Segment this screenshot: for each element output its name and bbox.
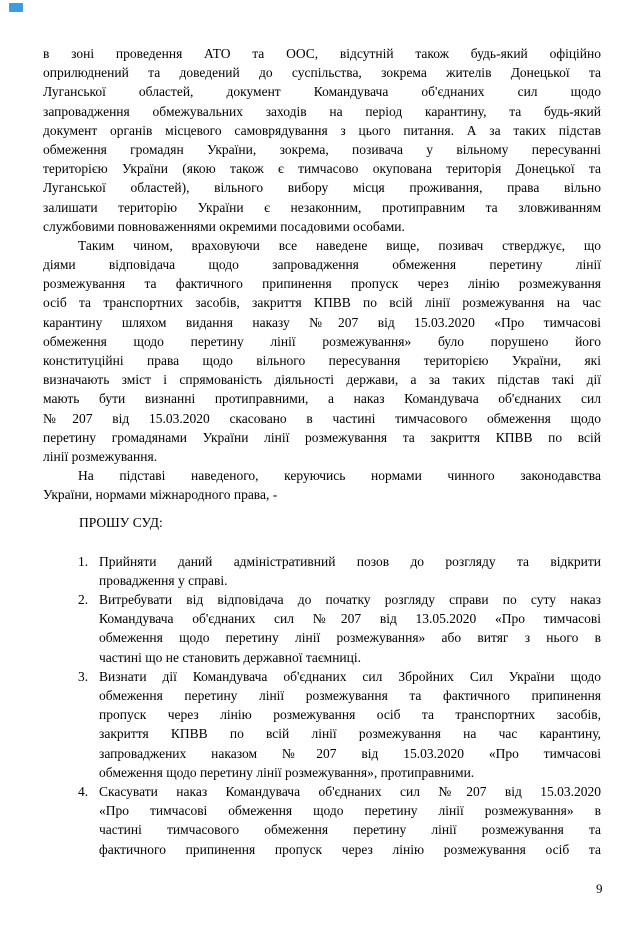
text-line: частині що не становить державної таємниці. [99,649,362,665]
paragraph [43,236,601,466]
paragraph [43,466,601,504]
text-line: пропуск через лінію розмежування осіб та транспортних засобів, [99,707,601,723]
item-number: 4. [78,783,89,799]
text-line: обмеження перетину лінії розмежування та фактичного припинення [99,688,601,703]
text-line: Командувача об'єднаних сил №207 від 13.05.2020 «Про тимчасові [99,611,601,627]
text-line: обмеження щодо перетину лінії розмежування» було порушено його [43,333,601,349]
text-line: перетину громадянами України лінії розмежування та закриття КПВВ по всій [43,429,601,445]
petition-heading: ПРОШУ СУД: [79,514,163,530]
text-line: обмеження щодо перетину лінії розмежування» або витяг з нього в [99,630,601,646]
text-line: розмежування та фактичного припинення пропуск через лінію розмежування [43,276,601,292]
document-content [43,44,601,859]
item-number: 2. [78,592,89,608]
petition-item [43,782,601,859]
text-line: запровадження обмежувальних заходів на період карантину, та будь-який [43,103,601,119]
text-line: Прийняти даний адміністративний позов до розгляду та відкрити [99,553,601,569]
item-number: 3. [78,668,89,684]
text-line: На підставі наведеного, керуючись нормами чинного законодавства [78,468,601,484]
text-line: лінії розмежування. [43,448,158,464]
text-line: документ органів місцевого самоврядування з цього питання. А за таких підстав [43,122,601,138]
text-line: України, нормами міжнародного права, - [43,487,278,503]
text-line: карантину шляхом видання наказу №207 від 15.03.2020 «Про тимчасові [43,314,601,330]
text-line: залишати територію України є незаконним, протиправним та зловживанням [43,199,601,215]
text-line: фактичного припинення пропуск через лінію розмежування осіб та [99,841,601,857]
petition-item [43,667,601,782]
paragraph [43,44,601,236]
text-line: мають бути визнанні протиправними, а наказ Командувача об'єднаних сил [43,391,601,407]
text-line: Визнати дії Командувача об'єднаних сил Збройних Сил України щодо [99,668,601,684]
text-line: Луганської областей), вільного вибору місця проживання, права вільно [43,180,601,196]
petition-list [43,552,601,859]
text-line: «Про тимчасові обмеження щодо перетину лінії розмежування» в [99,803,601,819]
text-line: №207 від 15.03.2020 скасовано в частині тимчасового обмеження щодо [43,410,601,426]
text-line: частині тимчасового обмеження перетину лінії розмежування та [99,822,601,838]
text-line: конституційні права щодо вільного пересування територією України, які [43,353,601,368]
page-number: 9 [596,881,603,896]
body-paragraphs [43,44,601,505]
text-line: в зоні проведення АТО та ООС, відсутній також будь-який офіційно [43,46,601,61]
text-line: запроваджених наказом №207 від 15.03.2020 «Про тимчасові [99,745,601,761]
text-line: обмеження громадян України, зокрема, позивача у вільному пересуванні [43,141,601,157]
text-line: Луганської областей, документ Командувача об'єднаних сил щодо [43,84,601,100]
text-line: обмеження щодо перетину лінії розмежування», протиправними. [99,764,475,780]
text-line: провадження у справі. [99,572,228,588]
petition-item [43,552,601,590]
text-line: закриття КПВВ по всій лінії розмежування на час карантину, [99,726,601,742]
text-line: діями відповідача щодо запровадження обмеження перетину лінії [43,257,601,273]
text-line: територією України (якою також є тимчасово окупована територія Донецької та [43,161,601,177]
text-line: осіб та транспортних засобів, закриття КПВВ по всій лінії розмежування на час [43,295,601,311]
blue-corner-marker [9,3,23,12]
item-number: 1. [78,553,89,569]
text-line: Таким чином, враховуючи все наведене вище, позивач стверджує, що [78,237,601,253]
text-line: оприлюднений та доведений до суспільства, зокрема жителів Донецької та [43,65,601,81]
petition-item [43,590,601,667]
text-line: службовими повноваженнями окремими посадовими особами. [43,218,405,234]
text-line: визначають зміст і спрямованість діяльності держави, а за таких підстав такі дії [43,372,601,388]
text-line: Витребувати від відповідача до початку розгляду справи по суту наказ [99,592,601,608]
text-line: Скасувати наказ Командувача об'єднаних сил №207 від 15.03.2020 [99,783,601,799]
